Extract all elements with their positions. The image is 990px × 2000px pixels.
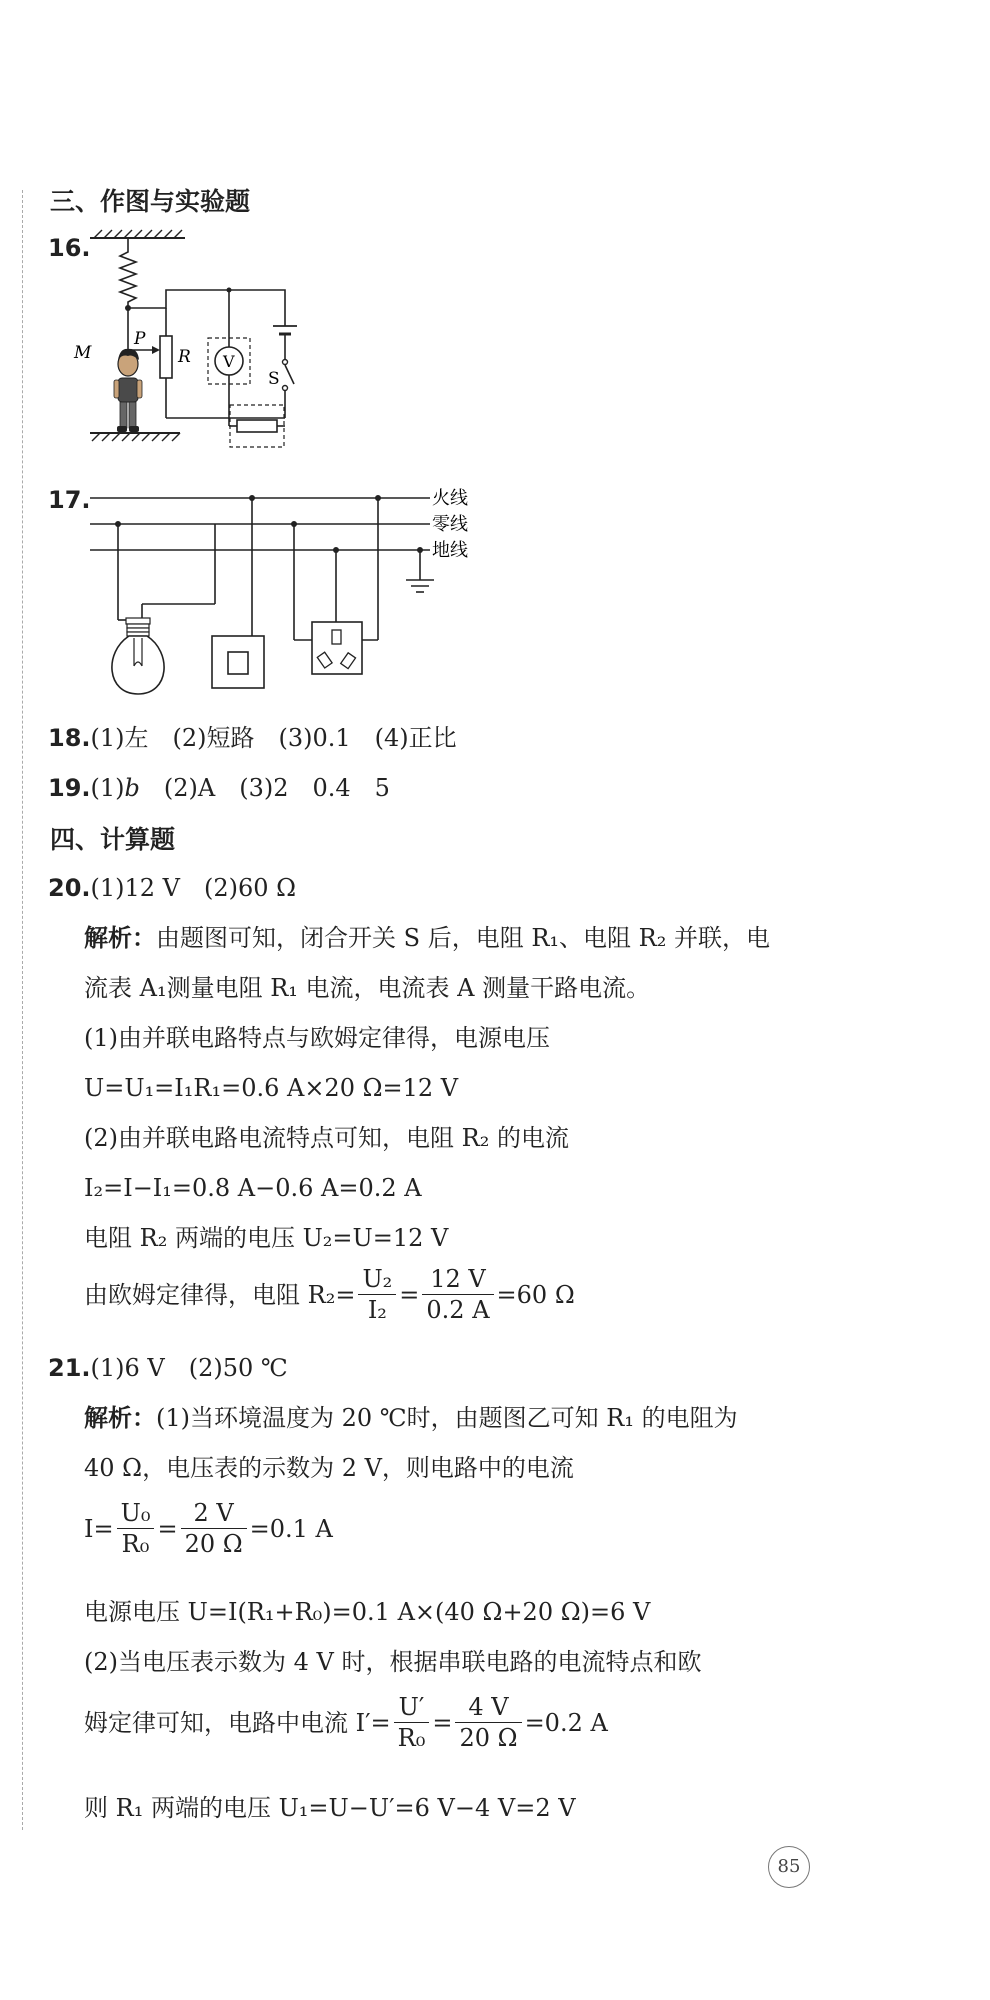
section-3-title: 三、作图与实验题 bbox=[50, 187, 251, 216]
q21-fraction-2 bbox=[181, 1498, 247, 1559]
q19-part1-var: b bbox=[124, 774, 140, 802]
q19-part1-prefix: (1) bbox=[90, 774, 125, 802]
q19-number: 19. bbox=[48, 774, 91, 802]
q21-line-3-prefix: I= bbox=[84, 1514, 114, 1543]
q20-line-1-text: 由题图可知，闭合开关 S 后，电阻 R₁、电阻 R₂ 并联，电 bbox=[156, 924, 770, 952]
q17-switch-icon bbox=[228, 652, 248, 674]
q21-line-3-result: =0.1 A bbox=[249, 1514, 333, 1543]
q20-analysis-line-1 bbox=[84, 922, 770, 954]
q16-slider-arrow-icon bbox=[152, 346, 160, 354]
q21-fraction-4-numerator: 4 V bbox=[455, 1692, 521, 1723]
q20-fraction-1-numerator: U₂ bbox=[358, 1264, 396, 1295]
q17-household-circuit-diagram bbox=[80, 480, 500, 700]
q20-line-8-result: =60 Ω bbox=[496, 1280, 575, 1309]
q16-label-m: M bbox=[74, 343, 92, 363]
margin-dash-line bbox=[22, 190, 23, 1830]
q21-fraction-3 bbox=[394, 1692, 430, 1753]
q21-fraction-3-numerator: U′ bbox=[394, 1692, 430, 1723]
q18-row bbox=[48, 722, 457, 754]
q21-line-1-text: (1)当环境温度为 20 ℃时，由题图乙可知 R₁ 的电阻为 bbox=[156, 1404, 738, 1432]
q20-analysis-line-2: 流表 A₁测量电阻 R₁ 电流，电流表 A 测量干路电流。 bbox=[84, 974, 651, 1002]
q21-fraction-2-numerator: 2 V bbox=[181, 1498, 247, 1529]
page-number: 85 bbox=[768, 1846, 810, 1888]
q17-label-ground: 地线 bbox=[432, 540, 468, 561]
q19-row bbox=[48, 772, 390, 804]
q16-person-figure bbox=[114, 349, 142, 432]
q20-row bbox=[48, 872, 296, 904]
q18-answer: (1)左 (2)短路 (3)0.1 (4)正比 bbox=[90, 724, 457, 752]
q20-answer: (1)12 V (2)60 Ω bbox=[90, 874, 297, 902]
q20-line-8-prefix: 由欧姆定律得，电阻 R₂= bbox=[84, 1280, 356, 1309]
q20-analysis-line-7: 电阻 R₂ 两端的电压 U₂=U=12 V bbox=[84, 1224, 449, 1252]
q18-number: 18. bbox=[48, 724, 91, 752]
q21-analysis-label: 解析： bbox=[84, 1404, 156, 1432]
q17-number: 17. bbox=[48, 486, 91, 514]
q21-line-6-result: =0.2 A bbox=[524, 1708, 608, 1737]
q21-analysis-line-7: 则 R₁ 两端的电压 U₁=U−U′=6 V−4 V=2 V bbox=[84, 1794, 576, 1822]
q20-analysis-label: 解析： bbox=[84, 924, 156, 952]
q16-fixed-resistor bbox=[237, 420, 277, 432]
q17-label-neutral: 零线 bbox=[432, 514, 468, 535]
q21-row bbox=[48, 1352, 288, 1384]
q17-light-bulb-icon bbox=[112, 618, 164, 694]
q21-fraction-1-numerator: U₀ bbox=[117, 1498, 155, 1529]
q20-fraction-2-numerator: 12 V bbox=[422, 1264, 493, 1295]
q21-fraction-4-denominator: 20 Ω bbox=[459, 1724, 518, 1752]
q20-number: 20. bbox=[48, 874, 91, 902]
q16-resistor-r bbox=[160, 336, 172, 378]
q20-analysis-line-3: (1)由并联电路特点与欧姆定律得，电源电压 bbox=[84, 1024, 550, 1052]
q17-label-live: 火线 bbox=[432, 488, 468, 509]
q16-label-s: S bbox=[268, 369, 280, 389]
q21-fraction-1-denominator: R₀ bbox=[121, 1530, 150, 1558]
q21-answer: (1)6 V (2)50 ℃ bbox=[90, 1354, 288, 1382]
q21-number: 21. bbox=[48, 1354, 91, 1382]
q16-circuit-diagram bbox=[74, 228, 320, 468]
q20-analysis-line-5: (2)由并联电路电流特点可知，电阻 R₂ 的电流 bbox=[84, 1124, 569, 1152]
q16-label-r: R bbox=[178, 347, 191, 367]
q20-fraction-2-denominator: 0.2 A bbox=[426, 1296, 490, 1324]
section-4-title: 四、计算题 bbox=[50, 825, 176, 854]
q21-analysis-line-2: 40 Ω，电压表的示数为 2 V，则电路中的电流 bbox=[84, 1454, 574, 1482]
q20-analysis-line-4: U=U₁=I₁R₁=0.6 A×20 Ω=12 V bbox=[84, 1074, 459, 1102]
q21-fraction-2-denominator: 20 Ω bbox=[184, 1530, 243, 1558]
q21-fraction-1 bbox=[117, 1498, 155, 1559]
q20-fraction-1-denominator: I₂ bbox=[367, 1296, 387, 1324]
q16-number: 16. bbox=[48, 234, 91, 262]
q21-analysis-line-5: (2)当电压表示数为 4 V 时，根据串联电路的电流特点和欧 bbox=[84, 1648, 702, 1676]
q20-analysis-line-8: 由欧姆定律得，电阻 R₂= $\frac{\text{U₂}}{\text{I₂}}$ = $\frac{12 V}{0.2 A}$ =60 Ω bbox=[84, 1265, 575, 1324]
q21-analysis-line-6: 姆定律可知，电路中电流 I′= $\frac{U'}{\text{R₀}}$ = $\frac{4 V}{20 \Omega}$ =0.2 A bbox=[84, 1693, 608, 1752]
q20-fraction-1 bbox=[358, 1264, 396, 1325]
q16-label-p: P bbox=[134, 329, 146, 349]
q16-switch-icon bbox=[285, 365, 294, 384]
q21-fraction-3-denominator: R₀ bbox=[397, 1724, 426, 1752]
q21-analysis-line-4: 电源电压 U=I(R₁+R₀)=0.1 A×(40 Ω+20 Ω)=6 V bbox=[84, 1598, 651, 1626]
q21-analysis-line-1 bbox=[84, 1402, 738, 1434]
q20-analysis-line-6: I₂=I−I₁=0.8 A−0.6 A=0.2 A bbox=[84, 1174, 422, 1202]
q21-fraction-4 bbox=[455, 1692, 521, 1753]
q19-answer-rest: (2)A (3)2 0.4 5 bbox=[139, 774, 390, 802]
q21-analysis-line-3: I= $\frac{\text{U₀}}{\text{R₀}}$ = $\frac{2 V}{20 \Omega}$ =0.1 A bbox=[84, 1499, 333, 1558]
q16-label-v: V bbox=[223, 352, 235, 371]
q21-line-6-prefix: 姆定律可知，电路中电流 I′= bbox=[84, 1708, 391, 1737]
q20-fraction-2 bbox=[422, 1264, 493, 1325]
